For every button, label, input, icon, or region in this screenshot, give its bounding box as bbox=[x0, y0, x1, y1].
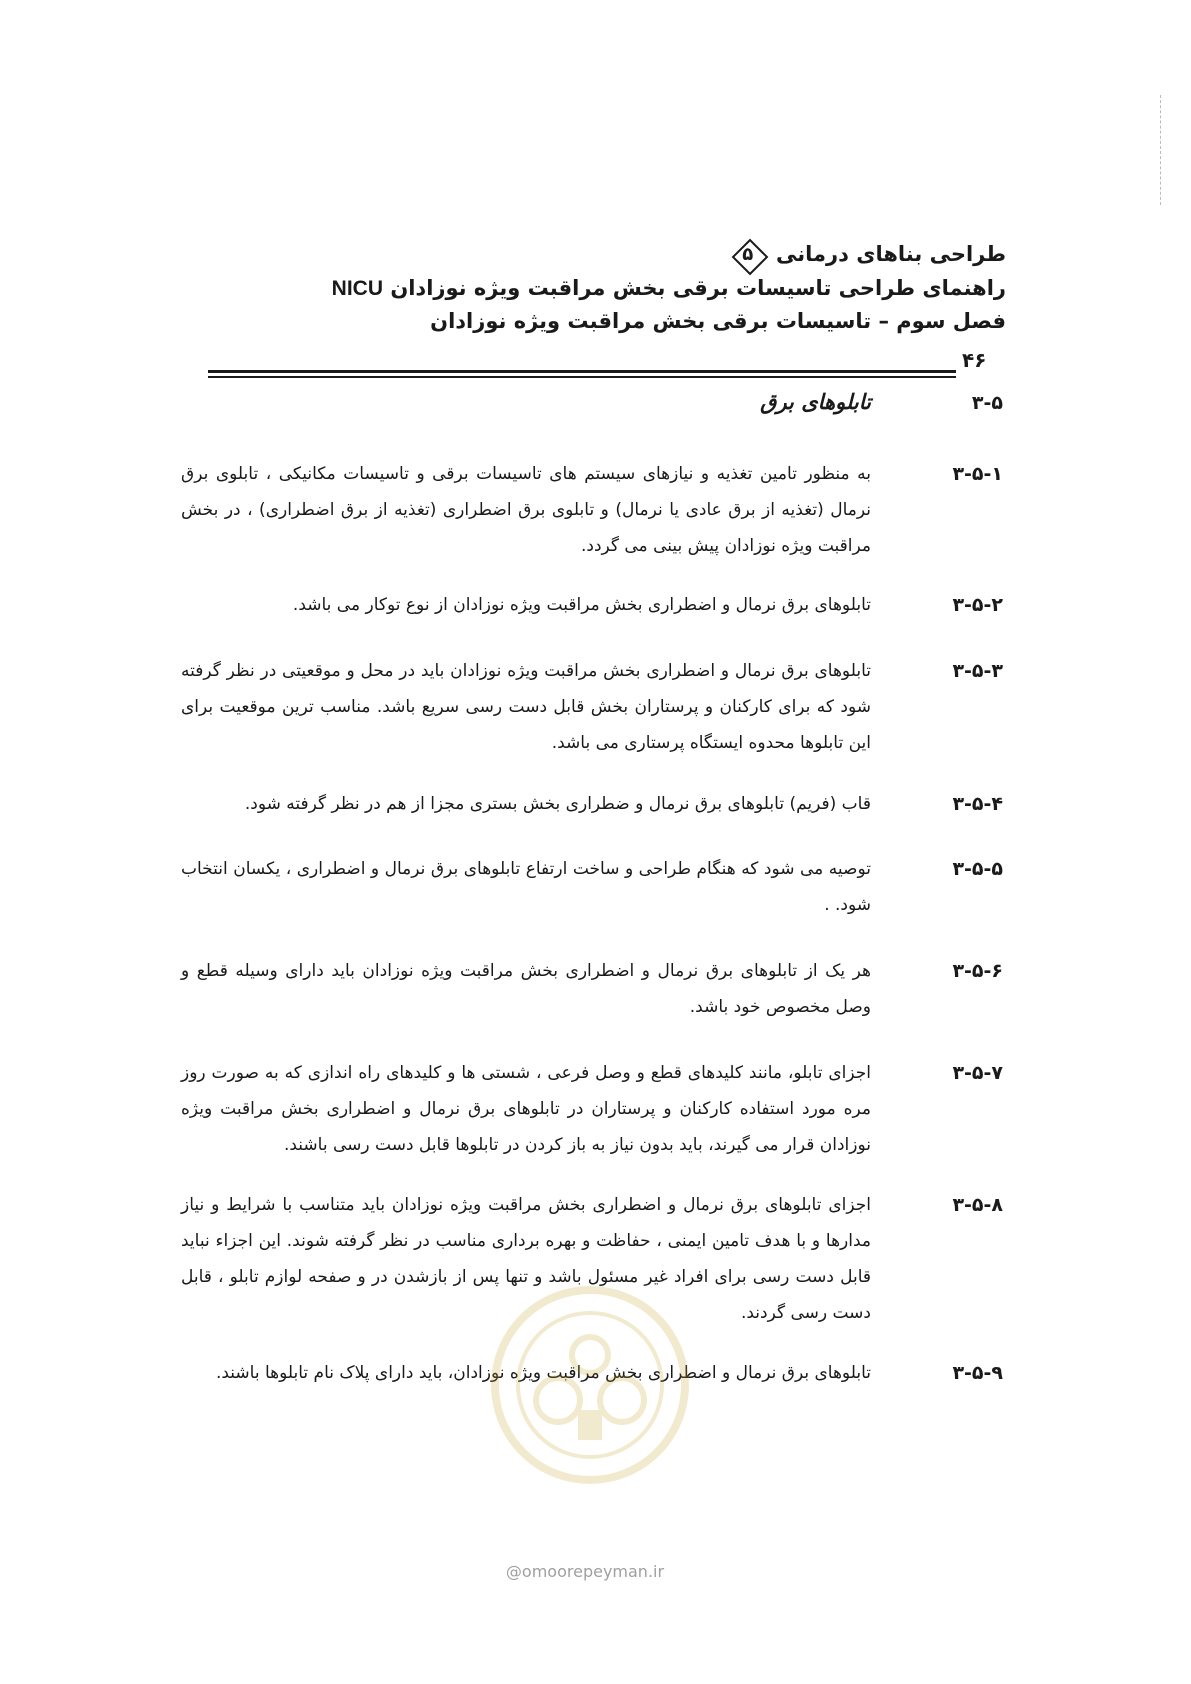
page-number: ۴۶ bbox=[962, 348, 987, 372]
item-text: اجزای تابلو، مانند کلیدهای قطع و وصل فرعی ، شستی ها و کلیدهای راه اندازی که به صورت روز مره مورد استفاده کارکنان و پرستاران در تابلوهای برق نرمال و اضطراری بخش مراقبت ویژه نوزادان قرار می گیرند، باید بدون نیاز به باز کردن در تابلوها قابل دست رسی باشند. bbox=[181, 1063, 871, 1155]
header-rule-thick bbox=[208, 370, 956, 373]
item-number: ۳-۵-۶ bbox=[952, 960, 1003, 982]
item-number: ۳-۵-۷ bbox=[952, 1062, 1003, 1084]
watermark-url: @omoorepeyman.ir bbox=[505, 1562, 665, 1581]
header-rule-thin bbox=[208, 376, 956, 378]
item-text: تابلوهای برق نرمال و اضطراری بخش مراقبت ویژه نوزادان از نوع توکار می باشد. bbox=[292, 595, 871, 615]
item-text: تابلوهای برق نرمال و اضطراری بخش مراقبت ویژه نوزادان باید در محل و موقعیتی در نظر گرفته شود که برای کارکنان و پرستاران بخش قابل دست رسی سریع باشد. مناسب ترین موقعیت برای این تابلوها محدوه ایستگاه پرستاری می باشد. bbox=[181, 661, 871, 753]
item-text: هر یک از تابلوهای برق نرمال و اضطراری بخش مراقبت ویژه نوزادان باید دارای وسیله قطع و وصل مخصوص خود باشد. bbox=[181, 961, 871, 1017]
scan-edge-mark bbox=[1160, 95, 1162, 205]
item-number: ۳-۵-۹ bbox=[952, 1362, 1003, 1384]
item-text: اجزای تابلوهای برق نرمال و اضطراری بخش مراقبت ویژه نوزادان باید متناسب با شرایط و نیاز مدارها و با هدف تامین ایمنی ، حفاظت و بهره برداری مناسب در نظر گرفته شوند. این اجزاء نباید قابل دست رسی برای افراد غیر مسئول باشد و تنها پس از بازشدن در و صفحه لوازم تابلو ، قابل دست رسی گردند. bbox=[181, 1195, 871, 1323]
header-series-title bbox=[332, 238, 1006, 272]
item-text: توصیه می شود که هنگام طراحی و ساخت ارتفاع تابلوهای برق نرمال و اضطراری ، یکسان انتخاب شود. . bbox=[181, 859, 871, 915]
header-guide-text: راهنمای طراحی تاسیسات برقی بخش مراقبت ویژه نوزادان bbox=[390, 276, 1006, 300]
item-text: تابلوهای برق نرمال و اضطراری بخش مراقبت ویژه نوزادان، باید دارای پلاک نام تابلوها باشند. bbox=[215, 1363, 871, 1383]
item-number: ۳-۵-۴ bbox=[952, 793, 1003, 815]
header-chapter-title: فصل سوم – تاسیسات برقی بخش مراقبت ویژه نوزادان bbox=[430, 309, 1006, 333]
item-text: به منظور تامین تغذیه و نیازهای سیستم های تاسیسات برقی و تاسیسات مکانیکی ، تابلوی برق نرمال (تغذیه از برق عادی یا نرمال) و تابلوی برق اضطراری (تغذیه از برق اضطراری) ، در بخش مراقبت ویژه نوزادان پیش بینی می گردد. bbox=[181, 464, 871, 556]
section-title: تابلوهای برق bbox=[760, 390, 871, 414]
item-number: ۳-۵-۳ bbox=[952, 660, 1003, 682]
item-number: ۳-۵-۲ bbox=[952, 594, 1003, 616]
page-header bbox=[332, 238, 1006, 338]
section-number: ۳-۵ bbox=[971, 392, 1003, 414]
item-number: ۳-۵-۱ bbox=[952, 463, 1003, 485]
volume-number: ۵ bbox=[742, 244, 754, 265]
header-series-text: طراحی بناهای درمانی bbox=[776, 242, 1006, 266]
header-guide-title bbox=[332, 272, 1006, 305]
header-acronym: NICU bbox=[331, 277, 383, 300]
item-number: ۳-۵-۸ bbox=[952, 1194, 1003, 1216]
item-number: ۳-۵-۵ bbox=[952, 858, 1003, 880]
item-text: قاب (فریم) تابلوهای برق نرمال و ضطراری بخش بستری مجزا از هم در نظر گرفته شود. bbox=[244, 794, 871, 814]
volume-diamond-icon bbox=[731, 238, 765, 272]
